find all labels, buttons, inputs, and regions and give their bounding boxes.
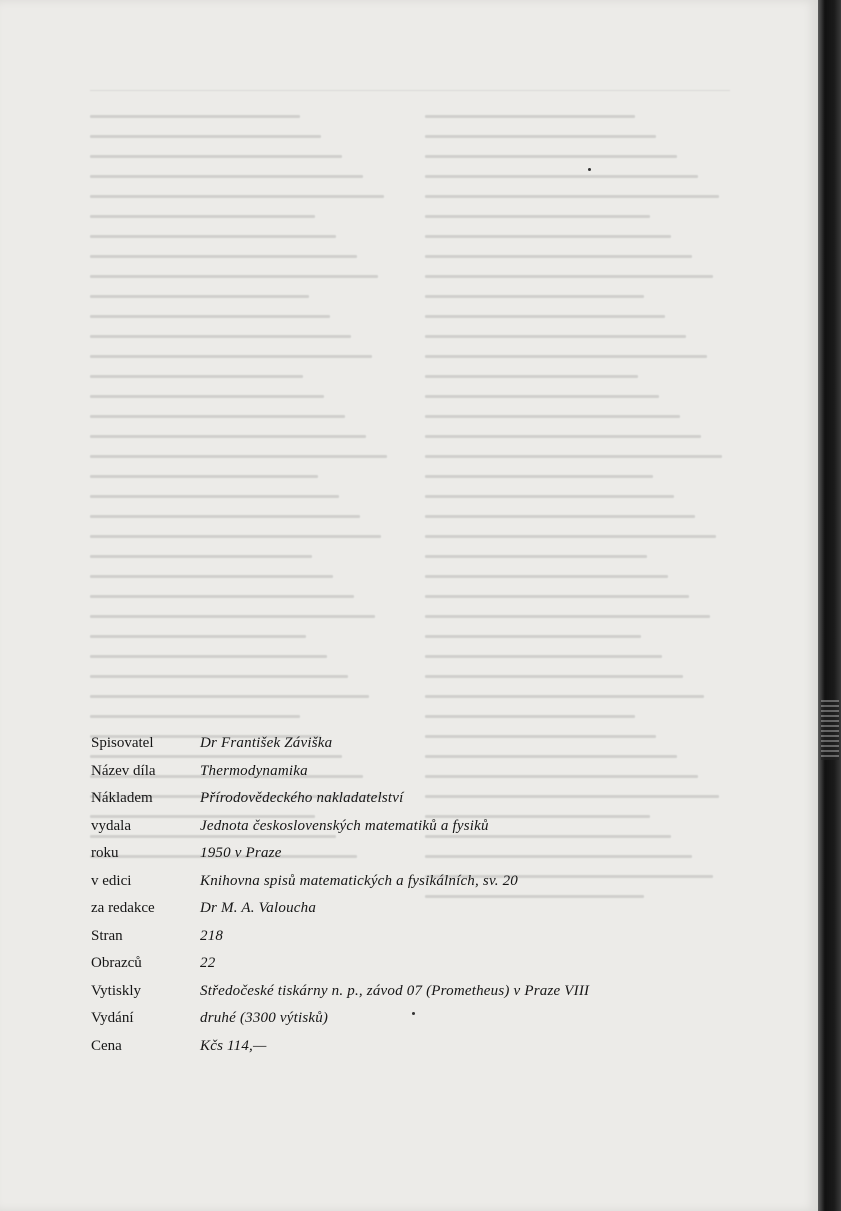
author-label: Spisovatel [91,735,154,752]
bleed-through-line [90,635,306,638]
colophon-row-issued-by [91,813,741,841]
edition-label: Vydání [91,1010,134,1027]
bleed-through-line [90,255,357,258]
figures-label: Obrazců [91,955,142,972]
year-value: 1950 v Praze [200,845,282,862]
bleed-through-line [90,195,384,198]
bleed-through-line [90,155,342,158]
spine-wear [821,700,839,760]
print-speck [412,1012,415,1015]
bleed-through-line [425,295,644,298]
bleed-through-line [425,175,698,178]
figures-value: 22 [200,955,216,972]
publisher-label: Nákladem [91,790,153,807]
bleed-through-line [90,675,348,678]
bleed-through-line [425,115,635,118]
colophon-row-author [91,730,741,758]
edition-value: druhé (3300 výtisků) [200,1010,329,1027]
bleed-through-line [425,635,641,638]
issued-by-value: Jednota československých matematiků a fysiků [200,817,489,834]
bleed-through-line [425,615,710,618]
printer-value: Středočeské tiskárny n. p., závod 07 (Prometheus) v Praze VIII [200,982,590,999]
bleed-through-line [90,395,324,398]
bleed-through-line [425,215,650,218]
bleed-through-line [425,275,713,278]
publisher-value: Přírodovědeckého nakladatelství [200,790,404,807]
bleed-through-line [425,375,638,378]
bleed-through-line [425,555,647,558]
bleed-through-line [425,335,686,338]
bleed-through-line [425,395,659,398]
issued-by-label: vydala [91,817,131,834]
title-label: Název díla [91,762,156,779]
colophon-row-year [91,840,741,868]
bleed-through-line [90,335,351,338]
bleed-through-line [90,435,366,438]
bleed-through-line [425,155,677,158]
series-value: Knihovna spisů matematických a fysikálních, sv. 20 [200,872,518,889]
bleed-through-line [90,695,369,698]
bleed-through-line [425,695,704,698]
colophon-row-edition [91,1005,741,1033]
bleed-through-line [90,595,354,598]
bleed-through-line [90,455,387,458]
colophon-row-series [91,868,741,896]
colophon [91,730,741,1060]
bleed-through-line [425,515,695,518]
bleed-through-line [425,655,662,658]
colophon-row-price [91,1033,741,1061]
bleed-through-line [90,315,330,318]
bleed-through-line [425,715,635,718]
bleed-through-line [90,655,327,658]
colophon-row-title [91,758,741,786]
bleed-through-line [425,255,692,258]
bleed-through-line [90,415,345,418]
bleed-through-line [425,675,683,678]
bleed-through-header [90,72,730,91]
bleed-through-line [90,355,372,358]
bleed-through-line [425,235,671,238]
bleed-through-line [425,355,707,358]
price-value: Kčs 114,— [200,1037,267,1054]
editor-label: za redakce [91,900,155,917]
bleed-through-line [425,475,653,478]
colophon-row-editor [91,895,741,923]
bleed-through-line [425,575,668,578]
bleed-through-line [425,495,674,498]
bleed-through-line [90,135,321,138]
author-value: Dr František Záviška [200,735,333,752]
bleed-through-line [90,115,300,118]
bleed-through-line [425,535,716,538]
bleed-through-line [425,415,680,418]
book-spine-edge [818,0,841,1211]
bleed-through-line [425,195,719,198]
bleed-through-line [425,135,656,138]
bleed-through-line [90,555,312,558]
year-label: roku [91,845,119,862]
bleed-through-line [425,455,722,458]
bleed-through-line [90,235,336,238]
bleed-through-line [425,595,689,598]
title-value: Thermodynamika [200,762,308,779]
bleed-through-line [425,435,701,438]
bleed-through-line [90,535,381,538]
bleed-through-line [90,495,339,498]
colophon-row-pages [91,923,741,951]
print-speck [588,168,591,171]
colophon-row-printer [91,978,741,1006]
bleed-through-line [90,275,378,278]
bleed-through-line [90,215,315,218]
colophon-row-publisher [91,785,741,813]
bleed-through-line [90,715,300,718]
bleed-through-line [90,475,318,478]
price-label: Cena [91,1037,122,1054]
bleed-through-line [425,315,665,318]
bleed-through-line [90,175,363,178]
colophon-row-figures [91,950,741,978]
pages-value: 218 [200,927,224,944]
pages-label: Stran [91,927,123,944]
bleed-through-line [90,375,303,378]
bleed-through-line [90,615,375,618]
bleed-through-line [90,295,309,298]
series-label: v edici [91,872,132,889]
editor-value: Dr M. A. Valoucha [200,900,317,917]
bleed-through-line [90,515,360,518]
bleed-through-line [90,575,333,578]
printer-label: Vytiskly [91,982,142,999]
